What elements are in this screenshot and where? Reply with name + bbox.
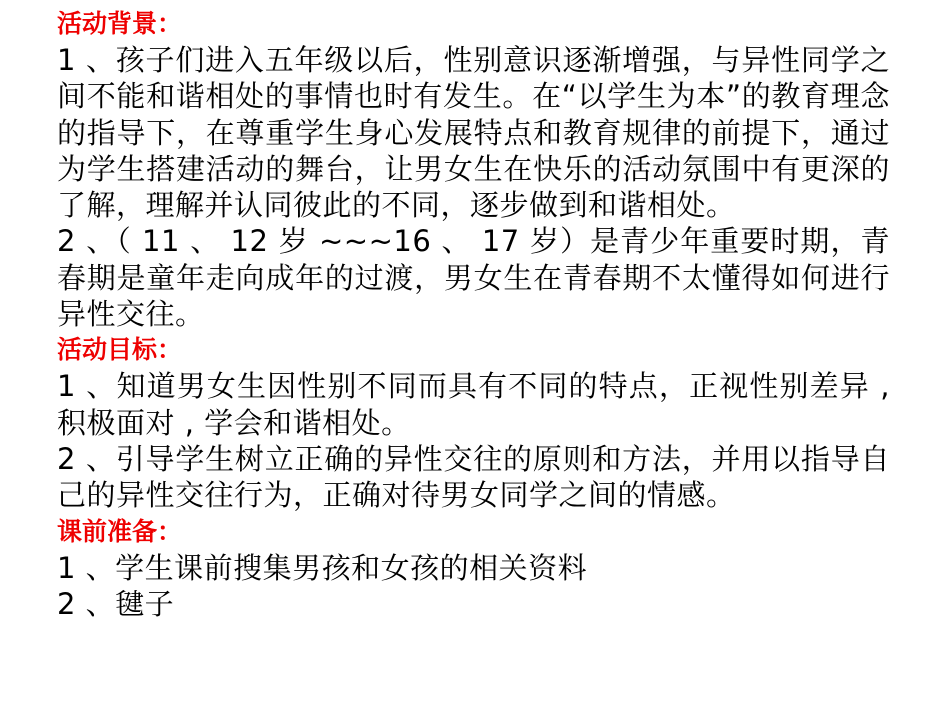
background-item-1: 1 、孩子们进入五年级以后，性别意识逐渐增强，与异性同学之间不能和谐相处的事情也时有发生。在“以学生为本”的教育理念的指导下，在尊重学生身心发展特点和教育规律的前提下，通过为学生搭建活动的舞台，让男女生在快乐的活动氛围中有更深的了解，理解并认同彼此的不同，逐步做到和谐相处。 <box>57 43 890 223</box>
goals-item-2: 2 、引导学生树立正确的异性交往的原则和方法，并用以指导自己的异性交往行为，正确对待男女同学之间的情感。 <box>57 441 890 513</box>
section-heading-preparation: 课前准备： <box>57 516 183 546</box>
section-heading-goals: 活动目标： <box>57 335 183 365</box>
section-goals <box>57 332 890 513</box>
section-preparation <box>57 514 890 623</box>
section-background <box>57 6 890 332</box>
background-item-2: 2 、（ 11 、 12 岁 ~~~16 、 17 岁）是青少年重要时期，青春期是童年走向成年的过渡，男女生在青春期不太懂得如何进行异性交往。 <box>57 224 890 332</box>
preparation-item-2: 2 、毽子 <box>57 586 175 621</box>
goals-item-1: 1 、知道男女生因性别不同而具有不同的特点，正视性别差异 , 积极面对 , 学会和谐相处。 <box>57 369 890 440</box>
preparation-item-1: 1 、学生课前搜集男孩和女孩的相关资料 <box>57 550 588 585</box>
section-heading-background: 活动背景： <box>57 9 183 38</box>
